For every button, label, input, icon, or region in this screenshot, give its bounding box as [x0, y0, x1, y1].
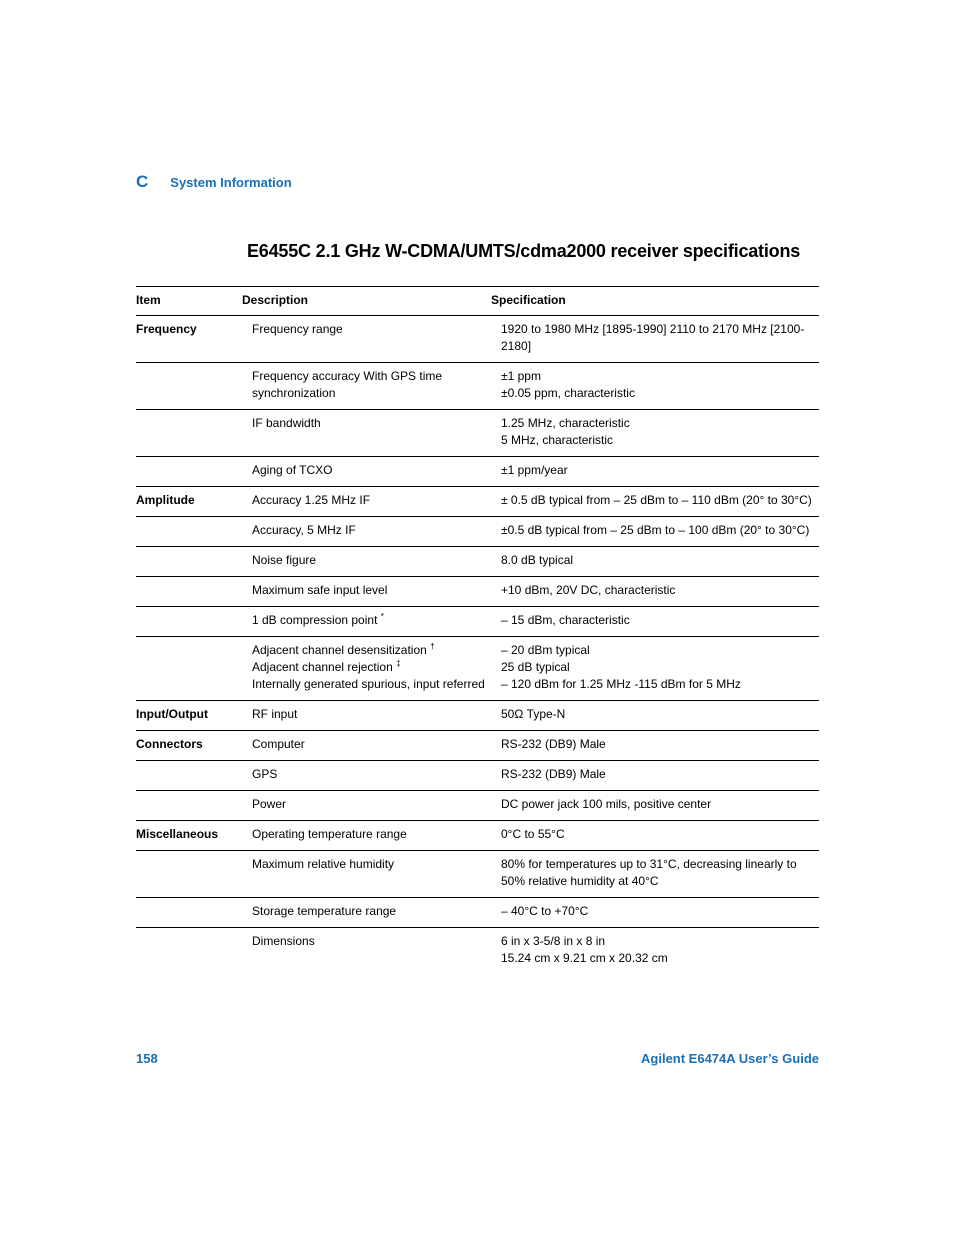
row-description	[242, 547, 491, 577]
row-specification	[491, 547, 819, 577]
footnote-marker: †	[430, 642, 435, 651]
table-row	[136, 761, 819, 791]
description-line	[252, 552, 491, 569]
row-specification	[491, 577, 819, 607]
table-row	[136, 607, 819, 637]
row-description	[242, 731, 491, 761]
description-line	[252, 612, 491, 629]
row-specification	[491, 791, 819, 821]
row-item	[136, 517, 242, 547]
specification-line: – 15 dBm, characteristic	[501, 613, 630, 627]
row-item	[136, 363, 242, 410]
specification-line: DC power jack 100 mils, positive center	[501, 797, 712, 811]
specification-line: 80% for temperatures up to 31°C, decreasing linearly to 50% relative humidity at 40°C	[501, 857, 797, 888]
table-row	[136, 410, 819, 457]
row-specification	[491, 701, 819, 731]
row-item: Frequency	[136, 316, 242, 363]
table-header-row	[136, 287, 819, 316]
row-description	[242, 487, 491, 517]
specification-line: 50Ω Type-N	[501, 707, 566, 721]
description-text: 1 dB compression point	[252, 613, 378, 627]
description-text: Noise figure	[252, 553, 317, 567]
description-text: Accuracy 1.25 MHz IF	[252, 493, 371, 507]
column-header-item: Item	[136, 287, 242, 316]
description-text: Adjacent channel desensitization	[252, 643, 427, 657]
specification-line: ±0.5 dB typical from – 25 dBm to – 100 dBm (20° to 30°C)	[501, 523, 810, 537]
table-row	[136, 851, 819, 898]
row-specification	[491, 731, 819, 761]
guide-title: Agilent E6474A User’s Guide	[641, 1051, 819, 1066]
row-description	[242, 701, 491, 731]
description-line	[252, 766, 491, 783]
description-line	[252, 796, 491, 813]
description-text: Aging of TCXO	[252, 463, 333, 477]
row-description	[242, 410, 491, 457]
row-item	[136, 928, 242, 975]
description-line	[252, 826, 491, 843]
row-specification	[491, 487, 819, 517]
table-row	[136, 928, 819, 975]
description-text: Internally generated spurious, input referred	[252, 677, 485, 691]
description-line	[252, 582, 491, 599]
row-specification	[491, 851, 819, 898]
description-line	[252, 415, 491, 432]
description-text: Computer	[252, 737, 305, 751]
specification-line: – 40°C to +70°C	[501, 904, 589, 918]
description-text: Operating temperature range	[252, 827, 407, 841]
description-line	[252, 659, 491, 676]
page-number: 158	[136, 1051, 158, 1066]
row-description	[242, 821, 491, 851]
footnote-marker: *	[380, 612, 384, 621]
description-line	[252, 492, 491, 509]
description-text: IF bandwidth	[252, 416, 321, 430]
description-line	[252, 856, 491, 873]
row-description	[242, 637, 491, 701]
table-row	[136, 517, 819, 547]
description-line	[252, 368, 491, 402]
table-row	[136, 731, 819, 761]
row-description	[242, 577, 491, 607]
description-line	[252, 522, 491, 539]
row-description	[242, 898, 491, 928]
row-item	[136, 851, 242, 898]
description-text: Frequency range	[252, 322, 343, 336]
row-item: Amplitude	[136, 487, 242, 517]
row-specification	[491, 821, 819, 851]
row-item	[136, 457, 242, 487]
description-text: Dimensions	[252, 934, 315, 948]
specification-line: 6 in x 3-5/8 in x 8 in	[501, 934, 606, 948]
page-title: E6455C 2.1 GHz W-CDMA/UMTS/cdma2000 receiver specifications	[247, 241, 801, 261]
specification-line: ± 0.5 dB typical from – 25 dBm to – 110 dBm (20° to 30°C)	[501, 493, 812, 507]
description-line	[252, 903, 491, 920]
specification-line: 0°C to 55°C	[501, 827, 565, 841]
specification-line: ±1 ppm/year	[501, 463, 568, 477]
table-row	[136, 547, 819, 577]
row-specification	[491, 898, 819, 928]
row-item: Input/Output	[136, 701, 242, 731]
row-item: Miscellaneous	[136, 821, 242, 851]
specification-line: RS-232 (DB9) Male	[501, 767, 606, 781]
specification-line: RS-232 (DB9) Male	[501, 737, 606, 751]
chapter-letter: C	[136, 172, 149, 191]
row-specification	[491, 928, 819, 975]
specification-line: 1920 to 1980 MHz [1895-1990] 2110 to 2170 MHz [2100-2180]	[501, 322, 805, 353]
specification-line: – 20 dBm typical	[501, 643, 590, 657]
specification-line: 8.0 dB typical	[501, 553, 574, 567]
row-specification	[491, 607, 819, 637]
description-text: Accuracy, 5 MHz IF	[252, 523, 356, 537]
row-description	[242, 851, 491, 898]
row-description	[242, 457, 491, 487]
description-text: GPS	[252, 767, 278, 781]
row-specification	[491, 457, 819, 487]
table-row	[136, 701, 819, 731]
table-row	[136, 821, 819, 851]
description-line	[252, 676, 491, 693]
description-text: Maximum safe input level	[252, 583, 388, 597]
specification-line: +10 dBm, 20V DC, characteristic	[501, 583, 676, 597]
row-item	[136, 637, 242, 701]
table-row	[136, 457, 819, 487]
chapter-title: System Information	[170, 175, 292, 190]
specification-line: 25 dB typical	[501, 660, 570, 674]
row-description	[242, 791, 491, 821]
row-description	[242, 928, 491, 975]
row-description	[242, 517, 491, 547]
description-line	[252, 321, 491, 338]
spec-table-body	[136, 316, 819, 975]
row-item	[136, 577, 242, 607]
specification-line: 1.25 MHz, characteristic	[501, 416, 630, 430]
column-header-description: Description	[242, 287, 491, 316]
description-text: Power	[252, 797, 287, 811]
table-row	[136, 316, 819, 363]
description-line	[252, 462, 491, 479]
row-item	[136, 607, 242, 637]
table-row	[136, 487, 819, 517]
description-line	[252, 736, 491, 753]
specification-line: ±0.05 ppm, characteristic	[501, 386, 635, 400]
table-row	[136, 577, 819, 607]
row-specification	[491, 363, 819, 410]
table-row	[136, 791, 819, 821]
row-item	[136, 410, 242, 457]
description-text: RF input	[252, 707, 298, 721]
table-row	[136, 898, 819, 928]
row-specification	[491, 316, 819, 363]
specification-line: ±1 ppm	[501, 369, 541, 383]
spec-table	[136, 286, 819, 974]
footnote-marker: ‡	[396, 659, 401, 668]
description-text: Storage temperature range	[252, 904, 397, 918]
specification-line: – 120 dBm for 1.25 MHz -115 dBm for 5 MHz	[501, 677, 741, 691]
specification-line: 15.24 cm x 9.21 cm x 20.32 cm	[501, 951, 668, 965]
description-line	[252, 706, 491, 723]
description-line	[252, 642, 491, 659]
row-item: Connectors	[136, 731, 242, 761]
row-specification	[491, 761, 819, 791]
description-line	[252, 933, 491, 950]
row-specification	[491, 410, 819, 457]
row-item	[136, 547, 242, 577]
table-row	[136, 637, 819, 701]
row-item	[136, 761, 242, 791]
row-description	[242, 607, 491, 637]
row-description	[242, 363, 491, 410]
table-row	[136, 363, 819, 410]
chapter-header	[136, 172, 292, 192]
description-text: Maximum relative humidity	[252, 857, 395, 871]
row-item	[136, 791, 242, 821]
description-text: Frequency accuracy With GPS time synchronization	[252, 369, 443, 400]
row-specification	[491, 517, 819, 547]
row-description	[242, 761, 491, 791]
specification-line: 5 MHz, characteristic	[501, 433, 614, 447]
column-header-specification: Specification	[491, 287, 819, 316]
description-text: Adjacent channel rejection	[252, 660, 393, 674]
row-item	[136, 898, 242, 928]
row-description	[242, 316, 491, 363]
row-specification	[491, 637, 819, 701]
